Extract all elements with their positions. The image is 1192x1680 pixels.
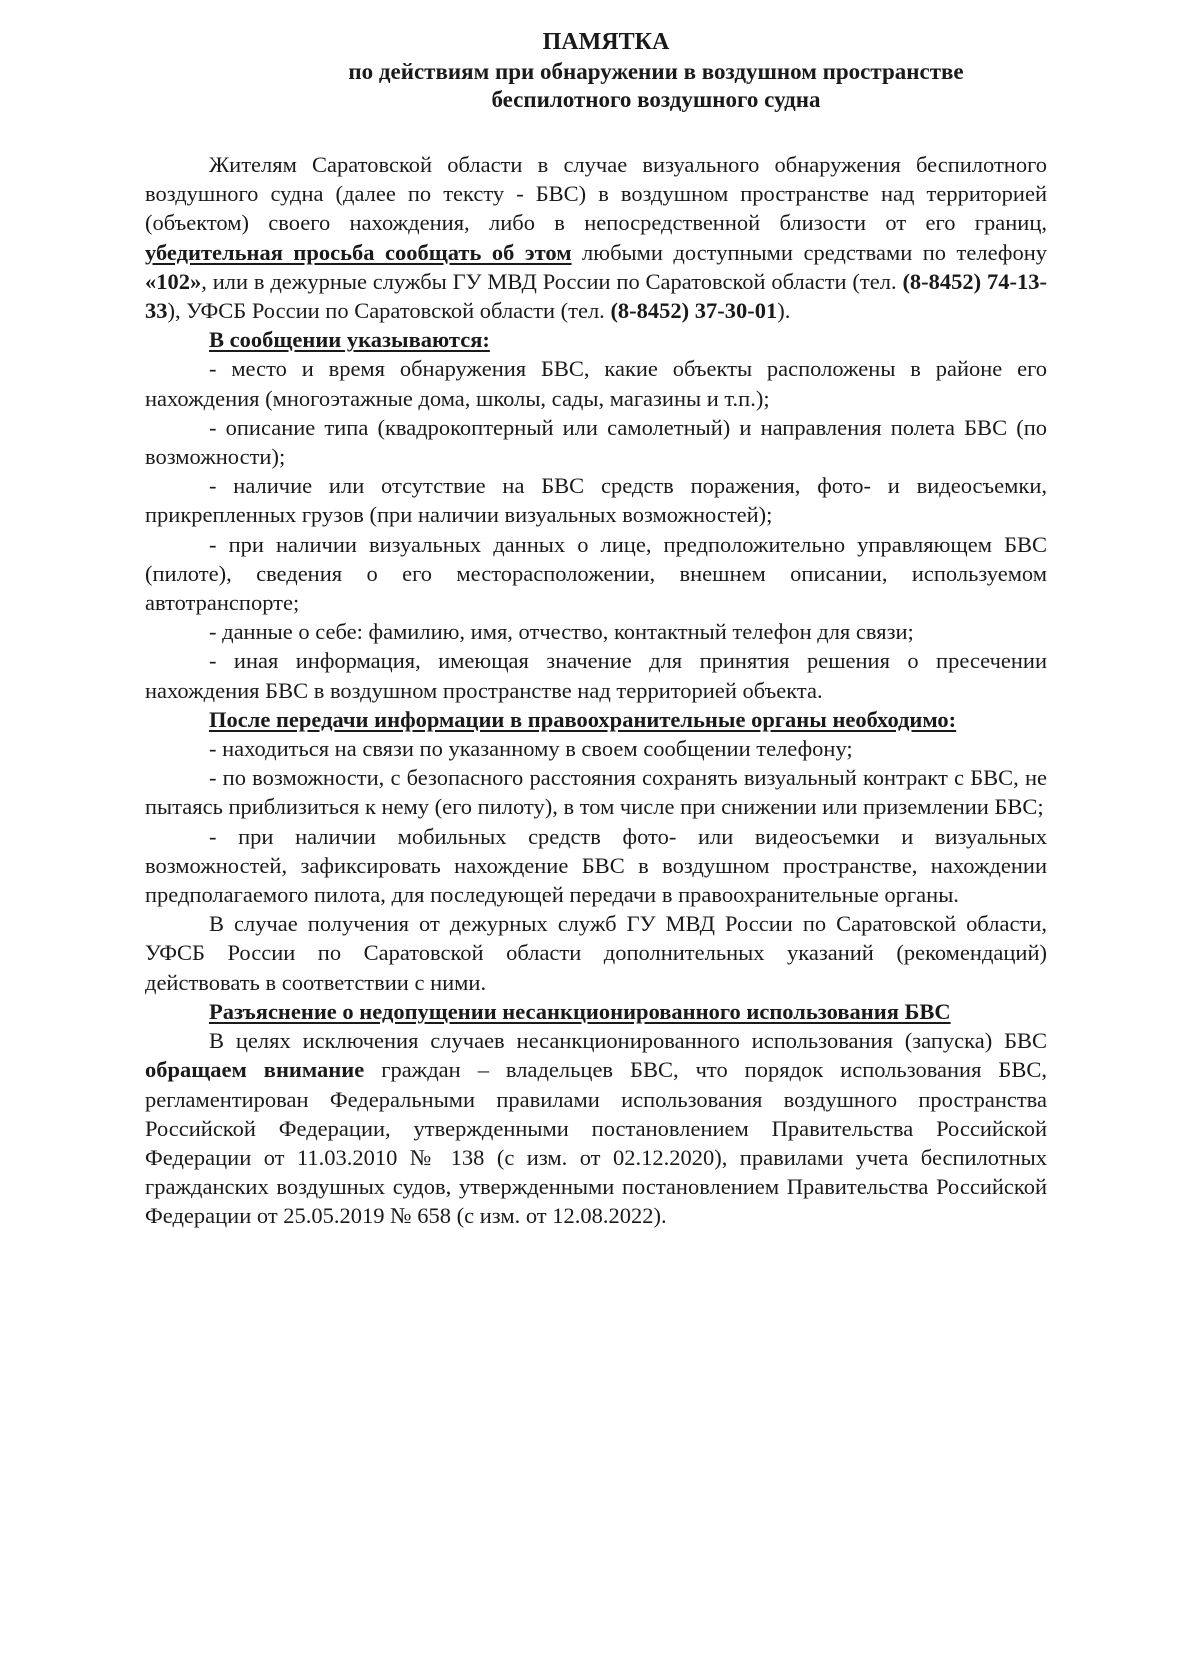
section2-note: В случае получения от дежурных служб ГУ МВД России по Саратовской области, УФСБ России по Саратовской области дополнительных указаний (рекомендаций) действовать в соответствии с ними. (145, 911, 1047, 995)
list-item: - данные о себе: фамилию, имя, отчество, контактный телефон для связи; (209, 619, 914, 645)
attention-emphasis: обращаем внимание (145, 1057, 365, 1083)
section3-text: В целях исключения случаев несанкционированного использования (запуска) БВС (209, 1028, 1047, 1054)
intro-text: любыми доступными средствами по телефону (571, 239, 1047, 265)
list-item: - описание типа (квадрокоптерный или самолетный) и направления полета БВС (по возможности); (145, 414, 1047, 470)
list-item: - находиться на связи по указанному в своем сообщении телефону; (209, 736, 853, 762)
document-subtitle-line2: беспилотного воздушного судна (491, 87, 821, 112)
intro-text: ), УФСБ России по Саратовской области (тел. (167, 298, 611, 324)
section3-heading (145, 997, 1047, 1026)
document-body (145, 150, 1047, 1231)
document-subtitle-line1: по действиям при обнаружении в воздушном пространстве (348, 59, 964, 84)
intro-text: , или в дежурные службы ГУ МВД России по Саратовской области (тел. (201, 268, 903, 294)
intro-request-emphasis: убедительная просьба сообщать об этом (145, 239, 572, 265)
intro-text: Жителям Саратовской области в случае визуального обнаружения беспилотного воздушного судна (далее по тексту - БВС) в воздушном пространстве над территорией (объектом) своего нахождения, либо в непосредственной близости от его границ, (145, 152, 1047, 236)
list-item: - место и время обнаружения БВС, какие объекты расположены в районе его нахождения (многоэтажные дома, школы, сады, магазины и т.п.); (145, 356, 1047, 411)
phone-102: «102» (145, 268, 202, 294)
list-item: - при наличии визуальных данных о лице, предположительно управляющем БВС (пилоте), сведения о его месторасположении, внешнем описании, используемом автотранспорте; (145, 531, 1047, 616)
section1-heading (145, 325, 1047, 354)
phone-mvd: (8-8452) 74-13-33 (145, 268, 1047, 324)
document-title: ПАМЯТКА (542, 29, 670, 55)
list-item: - по возможности, с безопасного расстояния сохранять визуальный контракт с БВС, не пытаясь приблизиться к нему (его пилоту), в том числе при снижении или приземлении БВС; (145, 765, 1047, 820)
section2-heading: После передачи информации в правоохранительные органы необходимо: (209, 706, 957, 732)
section3-paragraph (145, 1026, 1047, 1230)
section3-heading-text: Разъяснение о недопущении несанкционированного использования БВС (209, 998, 951, 1024)
list-item: - иная информация, имеющая значение для принятия решения о пресечении нахождения БВС в воздушном пространстве над территорией объекта. (145, 648, 1047, 703)
document-page (145, 28, 1047, 1231)
phone-fsb: (8-8452) 37-30-01 (610, 298, 778, 324)
section1-heading-text: В сообщении указываются: (209, 327, 490, 353)
list-item: - наличие или отсутствие на БВС средств поражения, фото- и видеосъемки, прикрепленных грузов (при наличии визуальных возможностей); (145, 473, 1047, 528)
list-item: - при наличии мобильных средств фото- или видеосъемки и визуальных возможностей, зафиксировать нахождение БВС в воздушном пространстве, нахождении предполагаемого пилота, для последующей передачи в правоохранительные органы. (145, 823, 1047, 908)
intro-text: ). (777, 298, 791, 324)
section3-text: граждан – владельцев БВС, что порядок использования БВС, регламентирован Федеральными правилами использования воздушного пространства Российской Федерации, утвержденными постановлением Правительства Российской Федерации от 11.03.2010 № 138 (с изм. от 02.12.2020), правилами учета беспилотных гражданских воздушных судов, утвержденными постановлением Правительства Российской Федерации от 25.05.2019 № 658 (с изм. от 12.08.2022). (145, 1057, 1047, 1229)
intro-paragraph (145, 150, 1047, 325)
